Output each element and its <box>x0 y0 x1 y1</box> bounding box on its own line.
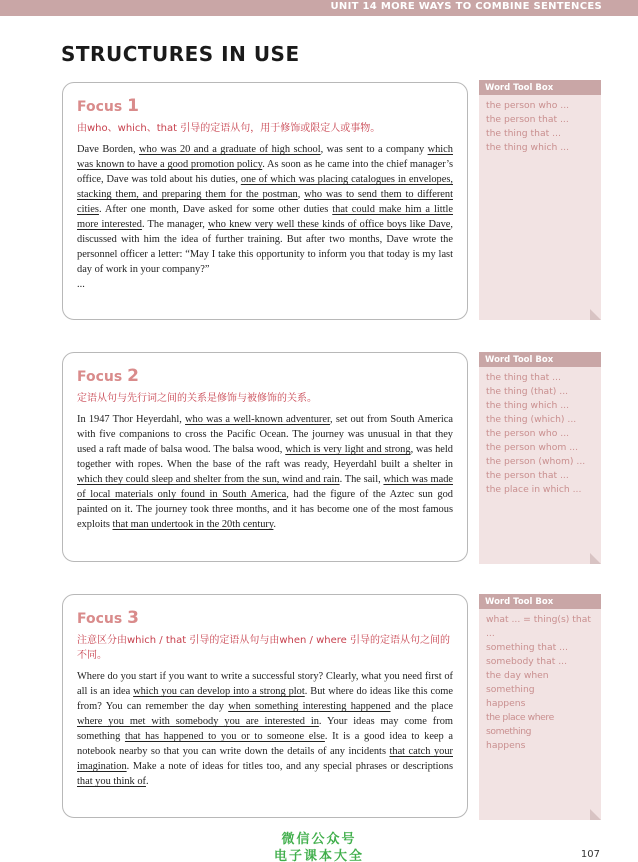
focus-3-passage <box>77 669 453 789</box>
tool-box-item: the thing (which) ... <box>486 414 577 425</box>
focus-1-passage <box>77 142 453 292</box>
tool-box-item: the thing which ... <box>486 142 569 153</box>
page-fold-corner <box>590 309 601 320</box>
tool-box-item: the person whom ... <box>486 442 579 453</box>
underlined-clause: who was to send them to different cities <box>77 189 453 215</box>
underlined-clause: that catch your imagination <box>77 746 453 772</box>
passage-text: , set out from South America with five companions to cross the Pacific Ocean. The journey was unusual in that they used a raft made of balsa wood. The balsa wood, <box>77 414 453 455</box>
passage-text: . Your ideas may come from something <box>77 716 454 742</box>
tool-box-item: the thing which ... <box>486 400 569 411</box>
underlined-clause: which they could sleep and shelter from the sun, wind and rain <box>77 474 340 485</box>
underlined-clause: who knew very well these kinds of office boys like Dave <box>208 219 451 230</box>
focus-3-number: 3 <box>127 608 139 628</box>
focus-2-description: 定语从句与先行词之间的关系是修饰与被修饰的关系。 <box>77 393 317 404</box>
focus-1-label: Focus <box>77 99 128 115</box>
tool-box-item: what ... = thing(s) that ... <box>486 614 591 639</box>
passage-text: and the place <box>390 701 453 712</box>
page-fold-corner <box>590 553 601 564</box>
passage-text: In 1947 Thor Heyerdahl, <box>77 414 186 425</box>
tool-box-item: happens <box>486 698 526 709</box>
passage-text: Dave Borden, <box>77 144 139 155</box>
focus-3-label: Focus <box>77 611 128 627</box>
tool-box-item: somebody that ... <box>486 656 567 667</box>
watermark-line-1: 微信公众号 <box>281 832 357 847</box>
underlined-clause: that man undertook in the 20th century <box>112 519 274 530</box>
tool-box-item: the person who ... <box>486 428 570 439</box>
tool-box-item: the thing (that) ... <box>486 386 569 397</box>
underlined-clause: when something interesting happened <box>228 701 391 712</box>
focus-1-card <box>62 82 468 320</box>
underlined-clause: one of which was placing catalogues in envelopes, stacking them, and preparing them for the postman <box>77 174 453 200</box>
passage-text: . Make a note of ideas for titles too, and any special phrases or descriptions <box>126 761 453 772</box>
underlined-clause: who was 20 and a graduate of high school <box>139 144 321 155</box>
unit-title: UNIT 14 MORE WAYS TO COMBINE SENTENCES <box>330 1 602 12</box>
passage-text: , discussed with him the idea of further training. But after two months, Dave wrote the personnel officer a letter: “May I take this opportunity to inform you that today is my last day of work in your company?” <box>77 219 453 275</box>
passage-text: , was held together with ropes. When the base of the raft was ready, Heyerdahl built a shelter in <box>77 444 454 470</box>
passage-text: . But where do ideas like this come from? You can remember the day <box>77 686 453 712</box>
focus-2-number: 2 <box>127 366 139 386</box>
focus-2-label: Focus <box>77 369 128 385</box>
tool-box-item: the person that ... <box>486 470 569 481</box>
passage-text: . As soon as he came into the chief manager’s office, Dave was told about his duties, <box>77 159 454 185</box>
word-tool-box-2 <box>479 352 601 564</box>
focus-3-description: 注意区分由which / that 引导的定语从句与由when / where 引导的定语从句之间的不同。 <box>77 635 450 661</box>
word-tool-box-title: Word Tool Box <box>479 352 601 367</box>
passage-text: . It is a good idea to keep a notebook nearby so that you can write down the details of any incidents <box>77 731 453 757</box>
tool-box-item: the place where something <box>486 712 554 737</box>
word-tool-box-1 <box>479 80 601 320</box>
word-tool-box-title: Word Tool Box <box>479 80 601 95</box>
passage-text: , <box>297 189 305 200</box>
focus-1-description: 由who、which、that 引导的定语从句，用于修饰或限定人或事物。 <box>77 123 381 134</box>
focus-1-number: 1 <box>127 96 139 116</box>
focus-2-heading <box>77 366 453 386</box>
underlined-clause: which is very light and strong <box>285 444 411 455</box>
word-tool-box-3 <box>479 594 601 820</box>
tool-box-item: the thing that ... <box>486 372 561 383</box>
passage-text: , had the figure of the Aztec sun god painted on it. The journey took three months, and it has become one of the most famous exploits <box>77 489 453 530</box>
focus-2-passage <box>77 412 453 532</box>
watermark-line-2: 电子课本大全 <box>273 849 364 862</box>
top-header-band <box>0 0 638 16</box>
tool-box-item: the person who ... <box>486 100 570 111</box>
page-number: 107 <box>580 849 600 860</box>
focus-3-heading <box>77 608 453 628</box>
underlined-clause: which was known to have a good promotion policy <box>77 144 453 170</box>
tool-box-item: something that ... <box>486 642 568 653</box>
focus-3-card <box>62 594 468 818</box>
passage-text: . <box>145 776 149 787</box>
section-title: STRUCTURES IN USE <box>61 42 300 66</box>
tool-box-item: happens <box>486 740 526 751</box>
word-tool-box-title: Word Tool Box <box>479 594 601 609</box>
page-fold-corner <box>590 809 601 820</box>
passage-ellipsis: ... <box>77 279 85 290</box>
tool-box-item: the person (whom) ... <box>486 456 586 467</box>
passage-text: . <box>273 519 277 530</box>
underlined-clause: where you met with somebody you are interested in <box>77 716 319 727</box>
passage-text: . After one month, Dave asked for some other duties <box>98 204 333 215</box>
focus-2-card <box>62 352 468 562</box>
underlined-clause: that you think of <box>77 776 146 787</box>
passage-text: . The sail, <box>339 474 384 485</box>
underlined-clause: that has happened to you or to someone else <box>124 731 325 742</box>
tool-box-item: the thing that ... <box>486 128 561 139</box>
underlined-clause: which you can develop into a strong plot <box>133 686 305 697</box>
tool-box-item: the person that ... <box>486 114 569 125</box>
tool-box-item: the day when something <box>486 670 549 695</box>
focus-1-heading <box>77 96 453 116</box>
underlined-clause: who was a well-known adventurer <box>185 414 331 425</box>
passage-text: . The manager, <box>141 219 209 230</box>
underlined-clause: which was made of local materials only found in South America <box>77 474 453 500</box>
passage-text: , was sent to a company <box>320 144 428 155</box>
passage-text: Where do you start if you want to write a successful story? Clearly, what you need first of all is an idea <box>77 671 453 697</box>
underlined-clause: that could make him a little more interested <box>77 204 453 230</box>
tool-box-item: the place in which ... <box>486 484 582 495</box>
